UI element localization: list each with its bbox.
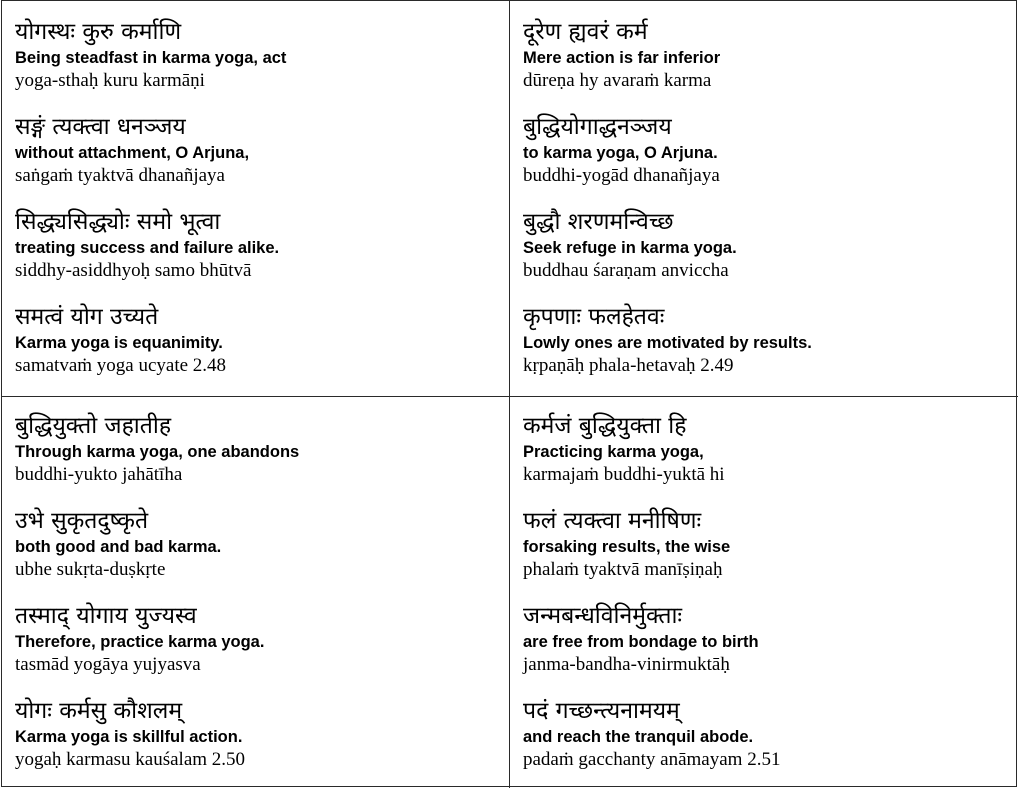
verse-line-group [15, 602, 509, 697]
verse-line-group [523, 113, 1018, 208]
sanskrit-line: बुद्धियुक्तो जहातीह [15, 413, 172, 439]
sanskrit-line: कृपणाः फलहेतवः [523, 304, 665, 330]
english-line: Practicing karma yoga, [523, 443, 704, 461]
transliteration-line: ubhe sukṛta-duṣkṛte [15, 559, 166, 580]
verse-table [1, 0, 1017, 787]
transliteration-line: kṛpaṇāḥ phala-hetavaḥ 2.49 [523, 355, 734, 376]
english-line: Therefore, practice karma yoga. [15, 633, 265, 651]
verse-line-group [523, 18, 1018, 113]
transliteration-line: saṅgaṁ tyaktvā dhanañjaya [15, 165, 225, 186]
transliteration-line: padaṁ gacchanty anāmayam 2.51 [523, 749, 781, 770]
transliteration-line: yogaḥ karmasu kauśalam 2.50 [15, 749, 246, 770]
verse-line-group [523, 412, 1018, 507]
verse-line-group [523, 697, 1018, 788]
english-line: Being steadfast in karma yoga, act [15, 49, 287, 67]
english-line: without attachment, O Arjuna, [15, 144, 250, 162]
transliteration-line: buddhi-yogād dhanañjaya [523, 165, 720, 186]
verse-line-group [523, 507, 1018, 602]
english-line: treating success and failure alike. [15, 239, 280, 257]
verse-line-group [15, 113, 509, 208]
sanskrit-line: कर्मजं बुद्धियुक्ता हि [523, 413, 687, 439]
sanskrit-line: दूरेण ह्यवरं कर्म [523, 19, 648, 45]
sanskrit-line: बुद्धियोगाद्धनञ्जय [523, 114, 672, 140]
verse-line-group [523, 208, 1018, 303]
verse-line-group [15, 18, 509, 113]
sanskrit-line: फलं त्यक्त्वा मनीषिणः [523, 508, 702, 534]
english-line: Karma yoga is equanimity. [15, 334, 223, 352]
transliteration-line: buddhau śaraṇam anviccha [523, 260, 729, 281]
english-line: Karma yoga is skillful action. [15, 728, 243, 746]
english-line: Mere action is far inferior [523, 49, 721, 67]
verse-cell-2-50 [2, 397, 510, 788]
verse-cell-2-48 [2, 1, 510, 397]
transliteration-line: karmajaṁ buddhi-yuktā hi [523, 464, 725, 485]
transliteration-line: samatvaṁ yoga ucyate 2.48 [15, 355, 227, 376]
transliteration-line: buddhi-yukto jahātīha [15, 464, 183, 485]
sanskrit-line: उभे सुकृतदुष्कृते [15, 508, 149, 534]
verse-line-group [523, 602, 1018, 697]
sanskrit-line: पदं गच्छन्त्यनामयम् [523, 698, 680, 724]
transliteration-line: janma-bandha-vinirmuktāḥ [523, 654, 730, 675]
transliteration-line: yoga-sthaḥ kuru karmāṇi [15, 70, 205, 91]
sanskrit-line: योगस्थः कुरु कर्माणि [15, 19, 182, 45]
transliteration-line: phalaṁ tyaktvā manīṣiṇaḥ [523, 559, 723, 580]
sanskrit-line: जन्मबन्धविनिर्मुक्ताः [523, 603, 683, 629]
sanskrit-line: योगः कर्मसु कौशलम् [15, 698, 183, 724]
english-line: and reach the tranquil abode. [523, 728, 754, 746]
english-line: both good and bad karma. [15, 538, 222, 556]
english-line: Through karma yoga, one abandons [15, 443, 300, 461]
sanskrit-line: तस्माद् योगाय युज्यस्व [15, 603, 197, 629]
transliteration-line: siddhy-asiddhyoḥ samo bhūtvā [15, 260, 252, 281]
transliteration-line: dūreṇa hy avaraṁ karma [523, 70, 712, 91]
verse-line-group [15, 208, 509, 303]
english-line: to karma yoga, O Arjuna. [523, 144, 718, 162]
verse-line-group [15, 507, 509, 602]
verse-line-group [523, 303, 1018, 397]
transliteration-line: tasmād yogāya yujyasva [15, 654, 201, 675]
verse-line-group [15, 303, 509, 397]
verse-line-group [15, 697, 509, 788]
english-line: are free from bondage to birth [523, 633, 759, 651]
sanskrit-line: सिद्ध्यसिद्ध्योः समो भूत्वा [15, 209, 221, 235]
verse-line-group [15, 412, 509, 507]
english-line: Seek refuge in karma yoga. [523, 239, 737, 257]
verse-cell-2-49 [510, 1, 1018, 397]
english-line: Lowly ones are motivated by results. [523, 334, 812, 352]
sanskrit-line: सङ्गं त्यक्त्वा धनञ्जय [15, 114, 186, 140]
sanskrit-line: समत्वं योग उच्यते [15, 304, 159, 330]
english-line: forsaking results, the wise [523, 538, 731, 556]
verse-cell-2-51 [510, 397, 1018, 788]
sanskrit-line: बुद्धौ शरणमन्विच्छ [523, 209, 674, 235]
